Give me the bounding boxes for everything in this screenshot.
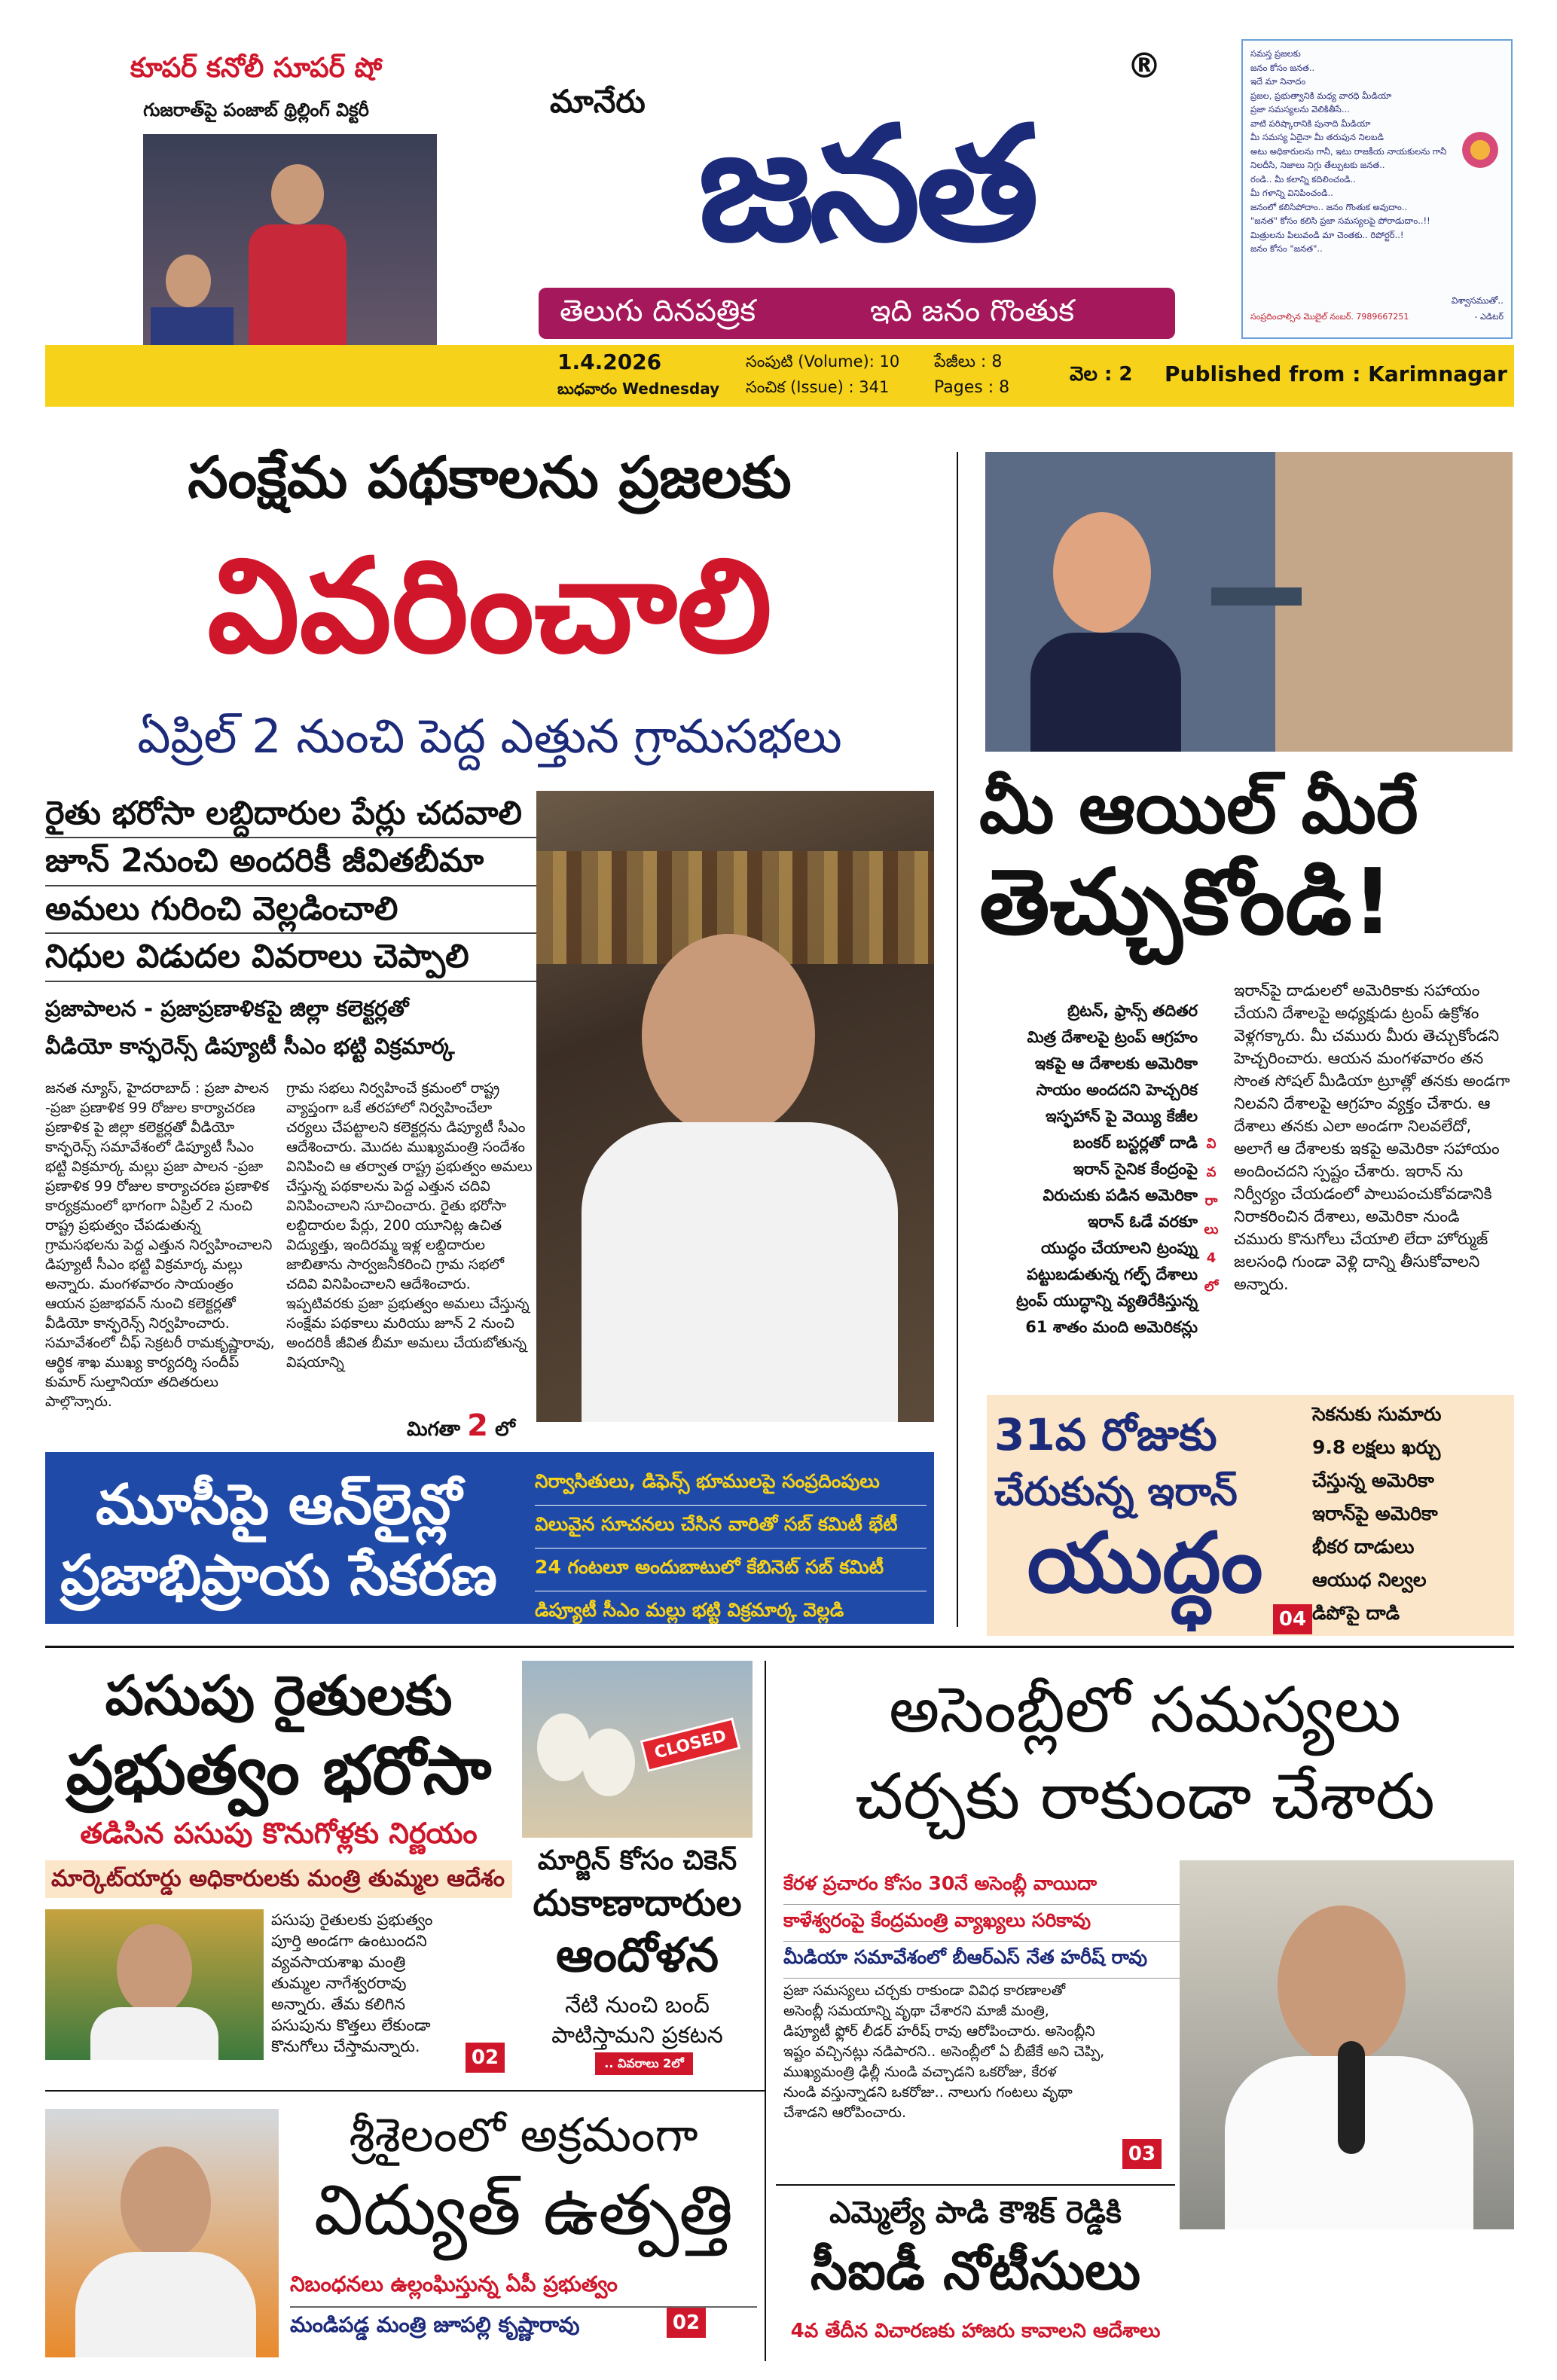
assembly-title1: అసెంబ్లీలో సమస్యలు	[889, 1673, 1401, 1747]
bhatti-photo	[536, 791, 934, 1422]
lead-bullet: నిధుల విడుదల వివరాలు చెప్పాలి	[45, 934, 542, 981]
oil-see-char: రా	[1204, 1193, 1218, 1209]
ad-line: అటు అధికారులను గానీ, ఇటు రాజకీయ నాయకులను గానీ	[1250, 145, 1447, 157]
ad-line: మిత్రులను పిలువండి మా చెంతకు.. రిపోర్టర్..!	[1250, 229, 1404, 240]
promo-block[interactable]	[45, 53, 467, 377]
oil-body: ఇరాన్‌పై దాడులలో అమెరికాకు సహాయం చేయని దేశాలపై అధ్యక్షుడు ట్రంప్ ఉక్రోశం వెళ్లగక్కారు. మీ చమురు మీరు తెచ్చుకోండని హెచ్చరించారు. ఆయన మంగళవారం తన సొంత సోషల్ మీడియా ట్రూత్లో తనకు అండగా నిలవని దేశాలపై ఆగ్రహం వ్యక్తం చేశారు. ఆ దేశాలు తనకు ఎలా అండగా నిలవలేదో, అలాగే ఆ దేశాలకు ఇకపై అమెరికా సహాయం అందించదని స్పష్టం చేశారు. ఇరాన్ ను నిర్వీర్యం చేయడంలో పాలుపంచుకోవడానికి నిరాకరించిన దేశాలు, అమెరికా నుండి చమురు కొనుగోలు చేయాలి లేదా హోర్ముజ్ జలసంధి గుండా వెళ్లి దాన్ని తీసుకోవాలని అన్నారు.	[1234, 981, 1510, 1293]
ad-line: నిలదీసి, నిజాలు నిగ్గు తేల్చుటకు జనత..	[1250, 160, 1385, 170]
lead-deck: ఏప్రిల్ 2 నుంచి పెద్ద ఎత్తున గ్రామసభలు	[137, 709, 842, 764]
continued-page: 2	[467, 1408, 488, 1443]
ad-line: ప్రజా సమస్యలను వెలికితీసే...	[1250, 104, 1350, 114]
assembly-sub: కేరళ ప్రచారం కోసం 30నే అసెంబ్లీ వాయిదా	[783, 1868, 1183, 1905]
section-rule	[45, 2090, 765, 2092]
ad-line: "జనత" కోసం కలిసి ప్రజా సమస్యలపై పోరాడుదాం..!!	[1250, 215, 1430, 226]
turmeric-line: అన్నారు. తేమ కలిగిన	[271, 1995, 405, 2013]
turmeric-line: పూర్తి అండగా ఉంటుందని	[271, 1932, 427, 1950]
assembly-body	[783, 1981, 1183, 2123]
published-from: Published from : Karimnagar	[1165, 362, 1507, 386]
ad-line: ఇదే మా నినాదం	[1250, 76, 1306, 87]
jupally-photo	[45, 2109, 279, 2357]
musi-title1: మూసీపై ఆన్‌లైన్లో	[96, 1472, 462, 1537]
oil-bullet: ట్రంప్ యుద్ధాన్ని వ్యతిరేకిస్తున్న	[1016, 1292, 1198, 1310]
war-box[interactable]	[987, 1395, 1514, 1636]
harish-photo	[1180, 1860, 1514, 2229]
oil-bullet: 61 శాతం మంది అమెరికన్లు	[1025, 1318, 1198, 1336]
war-side	[1312, 1398, 1514, 1630]
tummala-photo	[45, 1909, 264, 2060]
oil-bullet: సాయం అందదని హెచ్చరిక	[1036, 1081, 1198, 1099]
turmeric-title1: పసుపు రైతులకు	[105, 1664, 453, 1727]
cid-title2: సీఐడీ నోటీసులు	[810, 2240, 1141, 2302]
assembly-line: అసెంబ్లీ సమయాన్ని వృథా చేశారని మాజీ మంత్రి,	[783, 2003, 1049, 2019]
lead-headline: వివరించాలి	[207, 530, 772, 682]
oil-see-char: వ	[1206, 1164, 1217, 1180]
assembly-line: ముఖ్యమంత్రి ఢిల్లీ నుండి వచ్చాడని ఒకరోజు, కేరళ	[783, 2064, 1057, 2080]
trump-photo	[985, 452, 1513, 752]
ad-line: రండి.. మీ కలాన్ని కదిలించండి..	[1250, 173, 1356, 185]
oil-bullet: బ్రిటన్, ఫ్రాన్స్ తదితర	[1067, 1002, 1198, 1020]
war-side-line: 9.8 లక్షలు ఖర్చు	[1312, 1436, 1441, 1458]
war-line2: చేరుకున్న ఇరాన్	[994, 1469, 1238, 1515]
cid-sub: 4వ తేదీన విచారణకు హాజరు కావాలని ఆదేశాలు	[790, 2320, 1161, 2342]
musi-lines	[535, 1463, 927, 1634]
ad-line: ప్రజల, ప్రభుత్వానికి మధ్య వారధి మీడియా	[1250, 90, 1392, 101]
oil-bullet: ఇరాన్ ఓడే వరకూ	[1087, 1213, 1198, 1231]
turmeric-line: పసుపును కొత్తలు లేకుండా	[271, 2016, 431, 2034]
war-side-line: డిపోపై దాడి	[1312, 1602, 1400, 1624]
ad-line: జనంలో కలిసిపోదాం.. జనం గొంతుక అవుదాం..	[1250, 201, 1408, 212]
srisailam-sub1: నిబంధనలు ఉల్లంఘిస్తున్న ఏపీ ప్రభుత్వం	[290, 2272, 757, 2308]
oil-see-char: వి	[1206, 1136, 1217, 1152]
turmeric-title2: ప్రభుత్వం భరోసా	[66, 1732, 492, 1809]
pages-te: పేజీలు : 8	[934, 352, 1003, 371]
turmeric-body	[271, 1909, 512, 2057]
turmeric-sub: తడిసిన పసుపు కొనుగోళ్లకు నిర్ణయం	[80, 1817, 478, 1850]
ad-greeting: విశ్వాసముతో..	[1451, 295, 1504, 306]
oil-see-char: లో	[1204, 1279, 1219, 1295]
lead-bullet: అమలు గురించి వెల్లడించాలి	[45, 886, 542, 934]
lead-col2: గ్రామ సభలు నిర్వహించే క్రమంలో రాష్ట్ర వ్యాప్తంగా ఒకే తరహాలో నిర్వహించేలా చర్యలు చేపట్టాలని కలెక్టర్లను డిప్యూటీ సీఎం ఆదేశించారు. మొదట ముఖ్యమంత్రి సందేశం వినిపించి ఆ తర్వాత రాష్ట్ర ప్రభుత్వం అమలు చేస్తున్న పథకాలను పెద్ద ఎత్తున చదివి వినిపించాలని సూచించారు. రైతు భరోసా లబ్దిదారుల పేర్లు, 200 యూనిట్ల ఉచిత విద్యుత్తు, ఇందిరమ్మ ఇళ్ల లబ్దిదారుల జాబితాను సార్వజనీకరించి గ్రామ సభలో చదివి వినిపించాలని ఆదేశించారు. ఇప్పటివరకు ప్రజా ప్రభుత్వం అమలు చేస్తున్న సంక్షేమ పథకాలు మరియు జూన్ 2 నుంచి అందరికీ జీవిత బీమా అమలు చేయబోతున్న విషయాన్ని	[286, 1080, 533, 1371]
chicken-title1: మార్జిన్ కోసం చికెన్	[537, 1845, 737, 1876]
oil-bullet: ఇకపై ఆ దేశాలకు అమెరికా	[1034, 1054, 1198, 1073]
chicken-sub1: నేటి నుంచి బంద్	[565, 1992, 710, 2018]
assembly-line: డిప్యూటీ ఫ్లోర్ లీడర్ హరీష్ రావు ఆరోపించారు. అసెంబ్లీని	[783, 2023, 1095, 2040]
ad-editor: - ఎడిటర్	[1474, 312, 1504, 322]
cid-title1: ఎమ్మెల్యే పాడి కౌశిక్ రెడ్డికి	[829, 2195, 1122, 2230]
continued-note	[407, 1408, 515, 1445]
oil-headline1: మీ ఆయిల్ మీరే	[979, 767, 1418, 850]
chicken-more: .. వివరాలు 2లో	[595, 2052, 693, 2075]
musi-line: 24 గంటలూ అందుబాటులో కేబినెట్ సబ్ కమిటీ	[535, 1549, 927, 1591]
war-line3: యుద్ధం	[1027, 1515, 1263, 1611]
war-page-badge: 04	[1273, 1604, 1312, 1634]
lead-kicker: సంక్షేమ పథకాలను ప్రజలకు	[188, 444, 792, 511]
war-side-line: చేస్తున్న అమెరికా	[1312, 1469, 1434, 1491]
ad-line: వాటి పరిష్కారానికి పునాది మీడియా	[1250, 117, 1371, 129]
tagline-left: తెలుగు దినపత్రిక	[560, 294, 756, 328]
musi-line: నిర్వాసితులు, డిఫెన్స్ భూములపై సంప్రదింపులు	[535, 1463, 927, 1506]
oil-see-char: 4	[1206, 1250, 1217, 1266]
brand-logo: జనత	[698, 92, 1035, 276]
lead-col1: జనత న్యూస్, హైదరాబాద్ : ప్రజా పాలన -ప్రజా ప్రణాళిక 99 రోజుల కార్యాచరణ ప్రణాళిక పై జిల్లా కలెక్టర్లతో వీడియో కాన్ఫరెన్స్ సమావేశంలో డిప్యూటీ సీఎం భట్టి విక్రమార్క మల్లు ప్రజా పాలన -ప్రజా ప్రణాళిక 99 రోజుల కార్యాచరణ ప్రణాళిక కార్యక్రమంలో భాగంగా ఏప్రిల్ 2 నుంచి రాష్ట్ర ప్రభుత్వం చేపడుతున్న గ్రామసభలను పెద్ద ఎత్తున నిర్వహించాలని డిప్యూటీ సీఎం భట్టి విక్రమార్క మల్లు అన్నారు. మంగళవారం సాయంత్రం ఆయన ప్రజాభవన్ నుంచి కలెక్టర్లతో వీడియో కాన్ఫరెన్స్ నిర్వహించారు. సమావేశంలో చీఫ్ సెక్రటరీ రామకృష్ణారావు, ఆర్థిక శాఖ ముఖ్య కార్యదర్శి సందీప్ కుమార్ సుల్తానియా తదితరులు పాల్గొన్నారు.	[45, 1080, 275, 1410]
oil-see-page	[1201, 1130, 1222, 1301]
srisailam-title2: విద్యుత్ ఉత్పత్తి	[313, 2170, 734, 2250]
turmeric-page-badge: 02	[466, 2043, 505, 2073]
musi-box[interactable]	[45, 1452, 934, 1624]
chicken-shop-photo	[522, 1661, 753, 1838]
turmeric-strip: మార్కెట్‌యార్డు అధికారులకు మంత్రి తుమ్మల ఆదేశం	[45, 1860, 512, 1898]
volume: సంపుటి (Volume): 10	[746, 352, 900, 371]
lead-bullet: రైతు భరోసా లబ్దిదారుల పేర్లు చదవాలి	[45, 791, 542, 838]
oil-bullet: విరుచుకు పడిన అమెరికా	[1043, 1186, 1198, 1204]
musi-title2: ప్రజాభిప్రాయ సేకరణ	[60, 1543, 497, 1608]
lead-bullet: జూన్ 2నుంచి అందరికీ జీవితబీమా	[45, 838, 542, 886]
lead-sub2: వీడియో కాన్ఫరెన్స్ డిప్యూటీ సీఎం భట్టి విక్రమార్క	[45, 1033, 455, 1059]
brand-small: మానేరు	[550, 83, 646, 120]
section-rule	[45, 1646, 1514, 1648]
tagline-right: ఇది జనం గొంతుక	[870, 294, 1075, 328]
chicken-sub2: పాటిస్తామని ప్రకటన	[551, 2022, 723, 2049]
war-line1: 31వ రోజుకు	[994, 1409, 1217, 1460]
assembly-title2: చర్చకు రాకుండా చేశారు	[855, 1759, 1435, 1833]
srisailam-sub2: మండిపడ్డ మంత్రి జూపల్లి కృష్ణారావు	[290, 2312, 580, 2337]
chicken-title3: ఆందోళన	[555, 1927, 719, 1982]
assembly-sub: కాళేశ్వరంపై కేంద్రమంత్రి వ్యాఖ్యలు సరికావు	[783, 1905, 1183, 1942]
column-divider	[957, 452, 958, 1627]
oil-bullet: మిత్ర దేశాలపై ట్రంప్ ఆగ్రహం	[1027, 1028, 1198, 1046]
assembly-line: ఇష్టం వచ్చినట్లు నడిపారని.. అసెంబ్లీలో ఏ బీజేకే అని చెప్పి,	[783, 2043, 1105, 2060]
oil-see-char: లు	[1204, 1222, 1219, 1237]
war-side-line: భీకర దాడులు	[1312, 1536, 1415, 1558]
oil-bullet: ఇరాన్ సైనిక కేంద్రంపై	[1073, 1160, 1198, 1178]
oil-bullets	[979, 998, 1198, 1341]
ad-line: జనం కోసం "జనత"..	[1250, 243, 1323, 254]
oil-bullet: యుద్ధం చేయాలని ట్రంప్ను	[1040, 1239, 1198, 1257]
section-rule	[776, 2184, 1175, 2186]
oil-bullet: ఇస్ఫహాన్ పై వెయ్యి కేజీల	[1046, 1107, 1198, 1125]
flower-icon	[1461, 124, 1499, 176]
lead-bullets	[45, 791, 542, 982]
ad-line: మీ సమస్య ఏదైనా మీ తరుపున నిలబడి	[1250, 132, 1384, 142]
closed-sign: CLOSED	[640, 1717, 741, 1771]
ad-contact: సంప్రదించాల్సిన మొబైల్ నంబర్. 7989667251	[1250, 312, 1409, 322]
lead-sub1: ప్రజాపాలన - ప్రజాప్రణాళికపై జిల్లా కలెక్టర్లతో	[45, 996, 409, 1021]
pages-en: Pages : 8	[934, 378, 1010, 397]
ad-line: సమస్త ప్రజలకు	[1250, 48, 1301, 59]
turmeric-line: వ్యవసాయశాఖ మంత్రి	[271, 1953, 406, 1971]
assembly-line: ప్రజా సమస్యలు చర్చకు రాకుండా వివిధ కారణాలతో	[783, 1982, 1066, 1999]
issue-day: బుధవారం Wednesday	[557, 380, 720, 398]
cricket-photo	[143, 134, 437, 377]
continued-suffix: లో	[495, 1418, 515, 1441]
oil-bullet: బంకర్ బస్టర్లతో దాడి	[1073, 1134, 1198, 1152]
war-side-line: ఇరాన్‌పై అమెరికా	[1312, 1503, 1438, 1524]
srisailam-title1: శ్రీశైలంలో అక్రమంగా	[349, 2107, 698, 2162]
turmeric-line: కొనుగోలు చేస్తామన్నారు.	[271, 2037, 420, 2055]
promo-subtitle: గుజరాత్‌పై పంజాబ్ థ్రిల్లింగ్ విక్టరీ	[143, 99, 369, 121]
srisailam-page-badge: 02	[667, 2308, 706, 2338]
turmeric-line: తుమ్మల నాగేశ్వరరావు	[271, 1974, 407, 1992]
price: వెల : 2	[1070, 363, 1133, 386]
issue-number: సంచిక (Issue) : 341	[746, 378, 890, 396]
tagline-bar	[539, 288, 1175, 339]
turmeric-line: పసుపు రైతులకు ప్రభుత్వం	[271, 1911, 433, 1929]
war-side-line: ఆయుధ నిల్వల	[1312, 1569, 1427, 1591]
column-divider	[765, 1661, 766, 2361]
registered-mark: ®	[1127, 45, 1162, 86]
ad-line: మీ గళాన్ని వినిపించండి..	[1250, 188, 1333, 198]
musi-line: డిప్యూటీ సీఎం మల్లు భట్టి విక్రమార్క వెల్లడి	[535, 1599, 844, 1621]
ad-line: జనం కోసం జనత..	[1250, 62, 1315, 73]
assembly-sub: మీడియా సమావేశంలో బీఆర్ఎస్ నేత హరీష్ రావు	[783, 1942, 1183, 1979]
oil-headline2: తెచ్చుకోండి!	[979, 850, 1394, 955]
musi-line: విలువైన సూచనలు చేసిన వారితో సబ్ కమిటీ భేటీ	[535, 1506, 927, 1549]
info-bar	[45, 345, 1514, 407]
assembly-subs	[783, 1868, 1183, 1979]
promo-title: కూపర్ కనోలీ సూపర్ షో	[130, 53, 383, 84]
oil-bullet: పట్టుబడుతున్న గల్ఫ్ దేశాలు	[1027, 1265, 1198, 1283]
chicken-title2: దుకాణాదారుల	[533, 1882, 742, 1924]
war-side-line: సెకనుకు సుమారు	[1312, 1403, 1442, 1425]
assembly-line: చేశాడని ఆరోపించారు.	[783, 2104, 907, 2121]
assembly-line: నుండి వస్తున్నాడని ఒకరోజు.. నాలుగు గంటలు వృథా	[783, 2084, 1073, 2101]
assembly-page-badge: 03	[1122, 2139, 1162, 2169]
continued-label: మిగతా	[407, 1418, 461, 1441]
issue-date: 1.4.2026	[557, 349, 662, 374]
reporter-ad[interactable]	[1241, 39, 1513, 339]
